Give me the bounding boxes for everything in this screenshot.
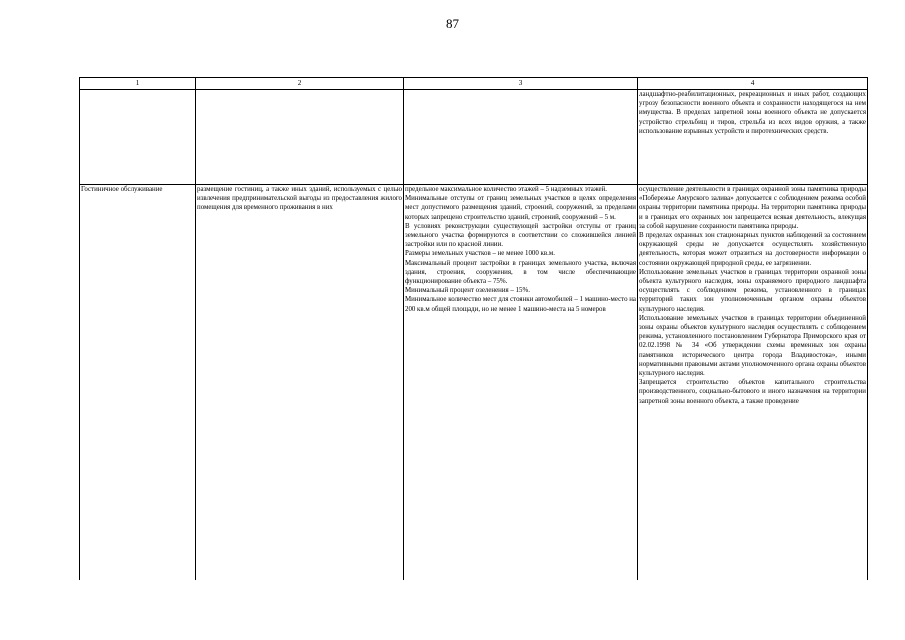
restriction-paragraph: осуществление деятельности в границах охранной зоны памятника природы «Побережье Амурского залива» допускается с соблюдением режима особой охраны территории памятника природы. На территории памятника природы и в границах его охранных зон запрещается всякая деятельность, влекущая за собой нарушение сохранности памятника природы. xyxy=(639,186,866,230)
column-header-1: 1 xyxy=(80,78,196,90)
restriction-paragraph: Использование земельных участков в границах территории охранной зоны объекта культурного наследия, зоны охраняемого природного ландшафта осуществлять с соблюдением режима, установленного в границах территорий таких зон уполномоченным органом охраны объектов культурного наследия. xyxy=(639,268,866,313)
parameter-paragraph: Минимальное количество мест для стоянки автомобилей – 1 машино-место на 200 кв.м общей площади, но не менее 1 машино-места на 5 номеров xyxy=(405,296,636,313)
restriction-paragraph: В пределах охранных зон стационарных пунктов наблюдений за состоянием окружающей среды не допускается осуществлять хозяйственную деятельность, которая может отразиться на достоверности информации о состоянии окружающей природной среды, ее загрязнении. xyxy=(639,232,866,267)
restriction-paragraph: Запрещается строительство объектов капитального строительства производственного, социально-бытового и иного назначения на территории запретной зоны военного объекта, а также проведение xyxy=(639,379,866,405)
column-header-2: 2 xyxy=(196,78,404,90)
column-header-4: 4 xyxy=(638,78,868,90)
parameter-paragraph: Минимальный процент озеленения – 15%. xyxy=(405,287,530,295)
row-b-cell-4 xyxy=(638,185,868,580)
row-b-cell-1 xyxy=(80,185,196,580)
restriction-paragraph: Использование земельных участков в границах территории объединенной зоны охраны объектов культурного наследия осуществлять с соблюдением режима, установленного постановлением Губернатора Приморского края от 02.02.1998 № 34 «Об утверждении схемы временных зон охраны памятников исторического центра города Владивостока», иными нормативными правовыми актами уполномоченного органа охраны объектов культурного наследия. xyxy=(639,314,866,378)
column-header-3: 3 xyxy=(404,78,638,90)
row-a-cell-2 xyxy=(196,90,404,185)
row-b-cell-2 xyxy=(196,185,404,580)
row-b-cell-3 xyxy=(404,185,638,580)
row-a-restriction-text: ландшафтно-реабилитационных, рекреационных и иных работ, создающих угрозу безопасности военного объекта и сохранности находящегося на нем имущества. В пределах запретной зоны военного объекта не допускается устройство стрельбищ и тиров, стрельба из всех видов оружия, а также использование взрывных устройств и пиротехнических средств. xyxy=(639,91,866,135)
document-table xyxy=(79,77,868,580)
parameter-paragraph: предельное максимальное количество этажей – 5 надземных этажей. xyxy=(405,186,607,193)
table-row xyxy=(80,90,868,185)
row-a-cell-3 xyxy=(404,90,638,185)
row-a-cell-4 xyxy=(638,90,868,185)
row-a-cell-1 xyxy=(80,90,196,185)
parameter-paragraph: В условиях реконструкции существующей застройки отступы от границ земельного участка формируются в соответствии со сложившейся линией застройки или по красной линии. xyxy=(405,222,636,249)
page-number: 87 xyxy=(446,16,459,31)
parameter-paragraph: Размеры земельных участков – не менее 1000 кв.м. xyxy=(405,250,555,258)
table-row xyxy=(80,185,868,580)
table-header-row xyxy=(80,78,868,90)
parameter-paragraph: Минимальные отступы от границ земельных участков в целях определения мест допустимого размещения зданий, строений, сооружений, за пределами которых запрещено строительство зданий, строений, сооружений – 5 м. xyxy=(405,195,636,221)
land-use-type: Гостиничное обслуживание xyxy=(81,186,163,193)
parameter-paragraph: Максимальный процент застройки в границах земельного участка, включая здания, строения, сооружения, в том числе обеспечивающие функционирование объекта – 75%. xyxy=(405,259,636,286)
land-use-description: размещение гостиниц, а также иных зданий, используемых с целью извлечения предпринимательской выгоды из предоставления жилого помещения для временного проживания в них xyxy=(197,186,402,212)
